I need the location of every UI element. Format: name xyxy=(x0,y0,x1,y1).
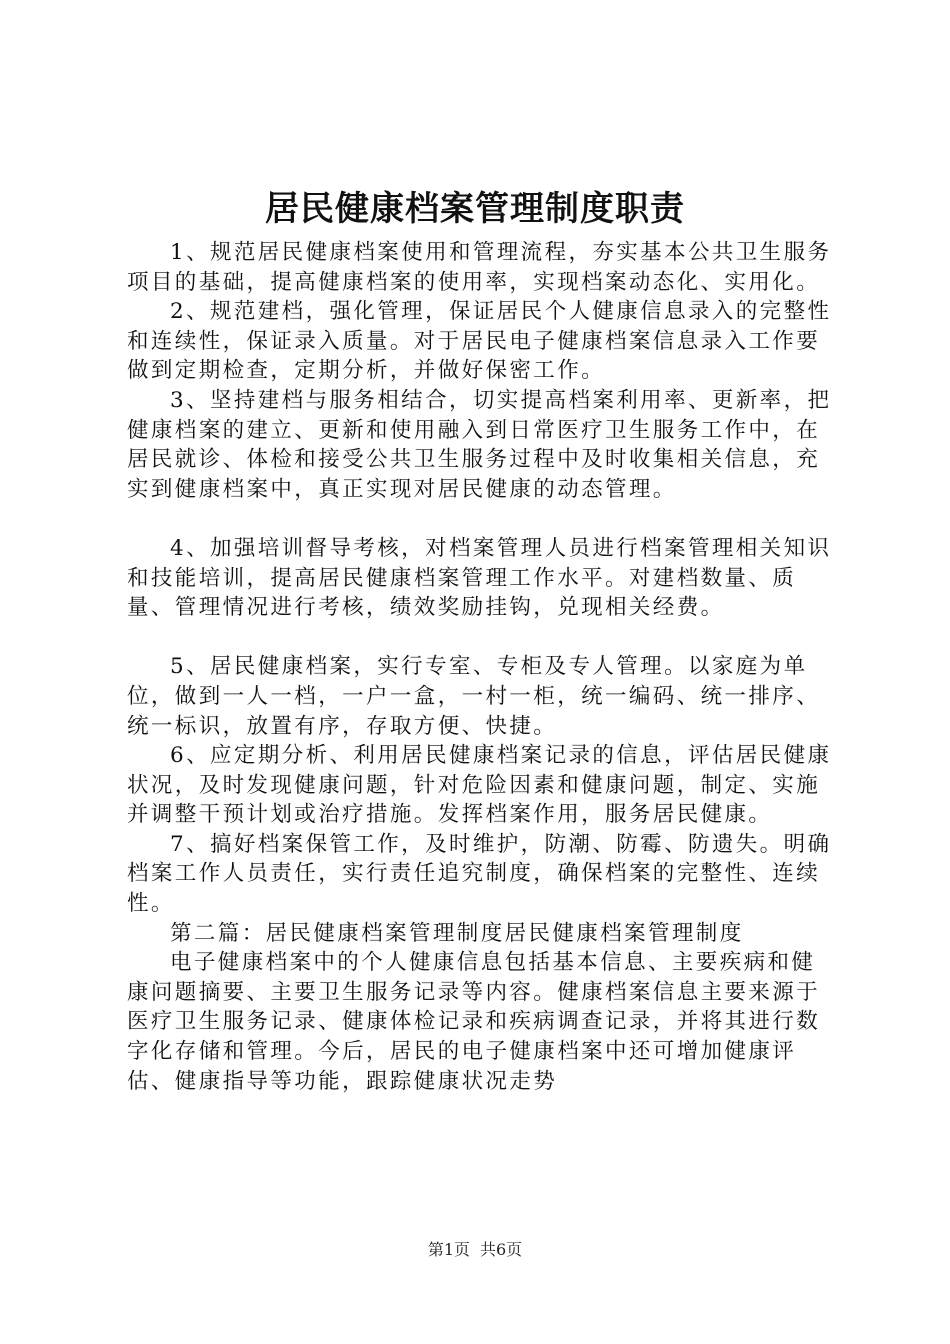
document-title: 居民健康档案管理制度职责 xyxy=(265,189,685,229)
paragraph-part-two-intro: 电子健康档案中的个人健康信息包括基本信息、主要疾病和健康问题摘要、主要卫生服务记录等内容。健康档案信息主要来源于医疗卫生服务记录、健康体检记录和疾病调查记录，并将其进行数字化存储和管理。今后，居民的电子健康档案中还可增加健康评估、健康指导等功能，跟踪健康状况走势 xyxy=(127,950,821,1094)
paragraph-1: 1、规范居民健康档案使用和管理流程，夯实基本公共卫生服务项目的基础，提高健康档案的使用率，实现档案动态化、实用化。 xyxy=(127,240,832,295)
paragraph-6: 6、应定期分析、利用居民健康档案记录的信息，评估居民健康状况，及时发现健康问题，针对危险因素和健康问题，制定、实施并调整干预计划或治疗措施。发挥档案作用，服务居民健康。 xyxy=(127,743,832,828)
paragraph-5: 5、居民健康档案，实行专室、专柜及专人管理。以家庭为单位，做到一人一档，一户一盒，一村一柜，统一编码、统一排序、统一标识，放置有序，存取方便、快捷。 xyxy=(127,654,821,739)
page-total: 共6页 xyxy=(480,1240,523,1259)
page-number: 第1页 xyxy=(427,1240,470,1259)
paragraph-4: 4、加强培训督导考核，对档案管理人员进行档案管理相关知识和技能培训，提高居民健康档案管理工作水平。对建档数量、质量、管理情况进行考核，绩效奖励挂钩，兑现相关经费。 xyxy=(127,535,832,621)
page-footer xyxy=(0,1240,950,1260)
paragraph-3: 3、坚持建档与服务相结合，切实提高档案利用率、更新率，把健康档案的建立、更新和使用融入到日常医疗卫生服务工作中，在居民就诊、体检和接受公共卫生服务过程中及时收集相关信息，充实到健康档案中，真正实现对居民健康的动态管理。 xyxy=(127,387,832,502)
paragraph-2: 2、规范建档，强化管理，保证居民个人健康信息录入的完整性和连续性，保证录入质量。对于居民电子健康档案信息录入工作要做到定期检查，定期分析，并做好保密工作。 xyxy=(127,299,832,384)
section-heading-part-two: 第二篇：居民健康档案管理制度居民健康档案管理制度 xyxy=(170,920,744,946)
document-body xyxy=(127,238,832,1096)
paragraph-7: 7、搞好档案保管工作，及时维护，防潮、防霉、防遗失。明确档案工作人员责任，实行责任追究制度，确保档案的完整性、连续性。 xyxy=(127,831,832,917)
